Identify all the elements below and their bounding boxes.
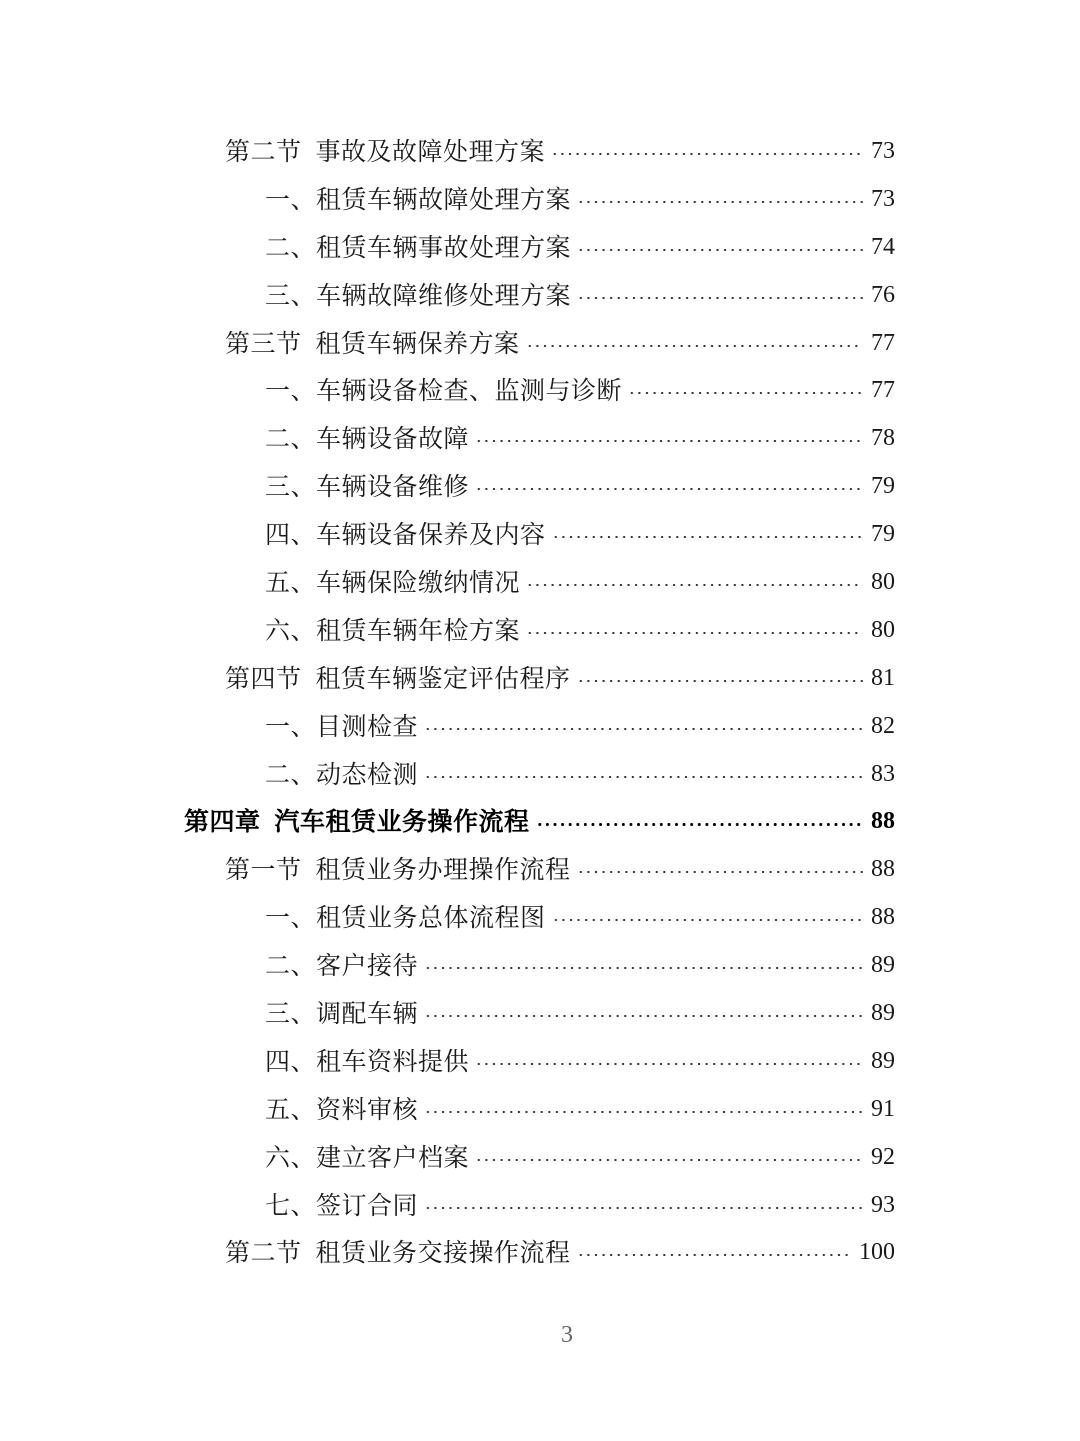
table-of-contents: [0, 128, 1080, 1277]
toc-dot-leader: [577, 297, 863, 299]
page-number: 3: [561, 1322, 573, 1348]
toc-dot-leader: [536, 823, 863, 826]
toc-entry-title: 租赁业务办理操作流程: [315, 855, 571, 885]
toc-entry-label: [265, 1086, 418, 1134]
toc-entry-label: [265, 463, 469, 511]
toc-dot-leader: [475, 1063, 863, 1065]
toc-entry-prefix: 六、: [265, 1142, 317, 1172]
toc-entry-title: 目测检查: [316, 711, 419, 741]
toc-entry-section[interactable]: [0, 655, 1080, 703]
toc-entry-prefix: 第四章: [184, 807, 261, 837]
toc-entry-page-number: 79: [871, 473, 895, 500]
toc-dot-leader: [424, 776, 863, 778]
toc-entry-prefix: 七、: [265, 1190, 317, 1220]
toc-entry-label: [265, 224, 571, 272]
toc-entry-prefix: 四、: [265, 1046, 317, 1076]
toc-entry-title: 租车资料提供: [316, 1046, 470, 1076]
toc-entry-prefix: 第四节: [225, 663, 302, 693]
toc-entry-page-number: 88: [871, 904, 895, 931]
toc-entry-item[interactable]: [0, 703, 1080, 751]
toc-entry-prefix: 六、: [265, 615, 317, 645]
toc-entry-label: [265, 272, 571, 320]
toc-entry-item[interactable]: [0, 1038, 1080, 1086]
toc-entry-item[interactable]: [0, 751, 1080, 799]
toc-entry-label: [225, 128, 545, 176]
toc-entry-item[interactable]: [0, 272, 1080, 320]
toc-entry-page-number: 73: [871, 138, 895, 164]
toc-entry-prefix: 五、: [265, 1094, 317, 1124]
toc-entry-label: [265, 1182, 418, 1230]
toc-entry-item[interactable]: [0, 176, 1080, 224]
toc-dot-leader: [424, 1015, 863, 1017]
toc-entry-label: [265, 607, 520, 655]
toc-dot-leader: [424, 1111, 863, 1113]
toc-entry-title: 签订合同: [316, 1190, 419, 1220]
toc-entry-label: [184, 798, 530, 846]
toc-entry-prefix: 五、: [265, 568, 317, 598]
toc-entry-prefix: 第二节: [225, 1238, 302, 1268]
toc-entry-item[interactable]: [0, 990, 1080, 1038]
toc-entry-label: [265, 894, 546, 942]
toc-entry-prefix: 一、: [265, 184, 317, 214]
toc-dot-leader: [552, 919, 863, 921]
toc-entry-title: 租赁车辆事故处理方案: [316, 232, 572, 262]
toc-entry-item[interactable]: [0, 367, 1080, 415]
toc-entry-prefix: 第二节: [225, 137, 302, 166]
toc-entry-title: 车辆设备维修: [316, 472, 470, 502]
toc-dot-leader: [424, 1207, 863, 1209]
toc-dot-leader: [424, 728, 863, 730]
toc-dot-leader: [552, 536, 863, 538]
toc-dot-leader: [577, 680, 863, 682]
toc-dot-leader: [526, 584, 863, 586]
toc-entry-title: 租赁业务交接操作流程: [315, 1238, 571, 1268]
toc-entry-label: [225, 655, 571, 703]
toc-entry-page-number: 76: [871, 281, 895, 308]
toc-entry-prefix: 二、: [265, 951, 317, 981]
toc-entry-prefix: 第三节: [225, 328, 302, 358]
toc-entry-page-number: 82: [871, 712, 895, 739]
toc-entry-item[interactable]: [0, 607, 1080, 655]
toc-entry-title: 事故及故障处理方案: [315, 137, 546, 166]
toc-entry-page-number: 80: [871, 616, 895, 643]
toc-dot-leader: [551, 153, 863, 155]
toc-dot-leader: [526, 632, 863, 634]
toc-entry-page-number: 81: [871, 664, 895, 691]
toc-entry-label: [265, 1038, 469, 1086]
toc-entry-prefix: 二、: [265, 424, 317, 454]
toc-entry-item[interactable]: [0, 463, 1080, 511]
toc-entry-page-number: 88: [871, 856, 895, 883]
toc-entry-item[interactable]: [0, 559, 1080, 607]
toc-entry-item[interactable]: [0, 511, 1080, 559]
toc-entry-prefix: 一、: [265, 903, 317, 933]
toc-entry-title: 车辆设备保养及内容: [316, 520, 546, 550]
toc-entry-label: [265, 942, 418, 990]
toc-entry-page-number: 79: [871, 521, 895, 548]
toc-dot-leader: [475, 488, 863, 490]
toc-entry-prefix: 第一节: [225, 855, 302, 885]
toc-dot-leader: [424, 967, 863, 969]
toc-entry-title: 租赁业务总体流程图: [316, 903, 546, 933]
toc-entry-item[interactable]: [0, 1086, 1080, 1134]
toc-entry-item[interactable]: [0, 1134, 1080, 1182]
toc-entry-label: [225, 320, 520, 368]
toc-entry-section[interactable]: [0, 846, 1080, 894]
toc-dot-leader: [577, 201, 863, 203]
toc-entry-prefix: 三、: [265, 280, 317, 310]
toc-entry-title: 车辆故障维修处理方案: [316, 280, 572, 310]
toc-entry-page-number: 88: [871, 808, 895, 835]
toc-entry-page-number: 89: [871, 952, 895, 979]
toc-entry-item[interactable]: [0, 415, 1080, 463]
toc-entry-label: [225, 846, 571, 894]
toc-entry-title: 客户接待: [316, 951, 419, 981]
toc-entry-label: [265, 990, 418, 1038]
toc-entry-item[interactable]: [0, 894, 1080, 942]
toc-entry-label: [265, 176, 571, 224]
toc-entry-title: 车辆设备故障: [316, 424, 470, 454]
toc-entry-item[interactable]: [0, 224, 1080, 272]
toc-entry-label: [265, 751, 418, 799]
toc-entry-page-number: 78: [871, 425, 895, 452]
toc-entry-prefix: 四、: [265, 520, 317, 550]
toc-entry-page-number: 77: [871, 329, 895, 356]
toc-entry-title: 车辆设备检查、监测与诊断: [316, 376, 623, 406]
toc-dot-leader: [577, 871, 863, 873]
toc-entry-label: [225, 1229, 571, 1277]
toc-entry-page-number: 80: [871, 569, 895, 596]
toc-entry-prefix: 二、: [265, 759, 317, 789]
toc-entry-title: 资料审核: [316, 1094, 419, 1124]
toc-entry-title: 调配车辆: [316, 999, 419, 1029]
toc-entry-page-number: 83: [871, 760, 895, 787]
toc-entry-title: 建立客户档案: [316, 1142, 470, 1172]
toc-dot-leader: [526, 345, 863, 347]
toc-entry-prefix: 二、: [265, 232, 317, 262]
toc-entry-page-number: 100: [859, 1239, 895, 1266]
toc-entry-title: 动态检测: [316, 759, 419, 789]
toc-entry-title: 租赁车辆鉴定评估程序: [315, 663, 571, 693]
toc-entry-label: [265, 559, 520, 607]
toc-dot-leader: [628, 392, 863, 394]
toc-dot-leader: [475, 440, 863, 442]
toc-entry-page-number: 89: [871, 1047, 895, 1074]
toc-entry-section[interactable]: [0, 128, 1080, 176]
toc-entry-page-number: 91: [871, 1095, 895, 1122]
toc-entry-page-number: 89: [871, 1000, 895, 1027]
toc-entry-title: 租赁车辆保养方案: [315, 328, 520, 358]
toc-dot-leader: [577, 1254, 853, 1256]
toc-entry-label: [265, 703, 418, 751]
toc-entry-title: 租赁车辆年检方案: [316, 615, 521, 645]
toc-entry-prefix: 一、: [265, 711, 317, 741]
toc-entry-item[interactable]: [0, 942, 1080, 990]
toc-entry-page-number: 73: [871, 185, 895, 212]
toc-entry-item[interactable]: [0, 1182, 1080, 1230]
toc-entry-page-number: 93: [871, 1191, 895, 1218]
toc-entry-section[interactable]: [0, 1229, 1080, 1277]
toc-entry-title: 汽车租赁业务操作流程: [274, 807, 530, 837]
toc-dot-leader: [475, 1159, 863, 1161]
toc-entry-label: [265, 1134, 469, 1182]
toc-dot-leader: [577, 249, 863, 251]
toc-entry-label: [265, 367, 622, 415]
toc-entry-prefix: 三、: [265, 472, 317, 502]
toc-entry-label: [265, 511, 546, 559]
toc-entry-title: 车辆保险缴纳情况: [316, 568, 521, 598]
toc-entry-title: 租赁车辆故障处理方案: [316, 184, 572, 214]
toc-entry-section[interactable]: [0, 320, 1080, 368]
toc-entry-page-number: 77: [871, 377, 895, 404]
toc-entry-prefix: 一、: [265, 376, 317, 406]
toc-entry-page-number: 92: [871, 1143, 895, 1170]
toc-entry-chapter[interactable]: [0, 798, 1080, 846]
toc-entry-prefix: 三、: [265, 999, 317, 1029]
toc-entry-label: [265, 415, 469, 463]
toc-entry-page-number: 74: [871, 233, 895, 260]
